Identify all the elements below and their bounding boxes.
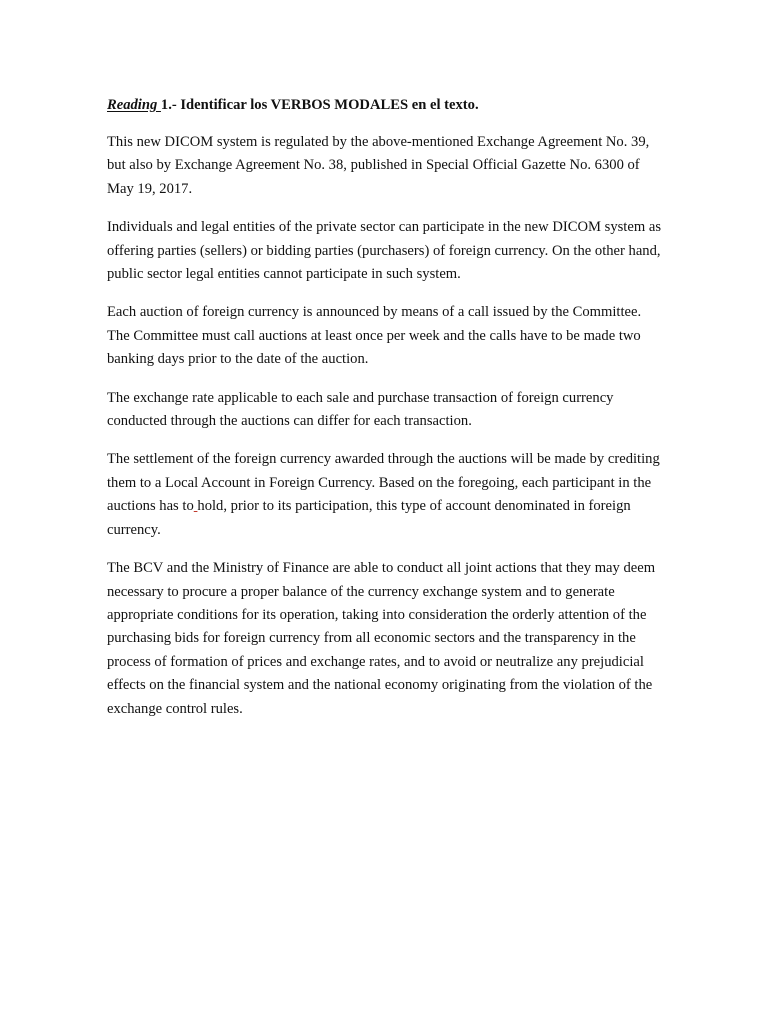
paragraph-6: The BCV and the Ministry of Finance are able to conduct all joint actions that they may deem necessary to procure a proper balance of the currency exchange system and to generate appropriate conditions for its operation, taking into consideration the orderly attention of the purchasing bids for foreign currency from all economic sectors and the transparency in the process of formation of prices and exchange rates, and to avoid or neutralize any prejudicial effects on the financial system and the national economy originating from the violation of the exchange control rules. xyxy=(107,560,656,717)
document-page xyxy=(107,94,667,736)
reading-label: Reading xyxy=(107,97,161,113)
paragraph-5 xyxy=(107,448,667,542)
paragraph-4: The exchange rate applicable to each sale and purchase transaction of foreign currency conducted through the auctions can differ for each transaction. xyxy=(107,389,614,430)
paragraph-3: Each auction of foreign currency is announced by means of a call issued by the Committee. The Committee must call auctions at least once per week and the calls have to be made two banking days prior to the date of the auction. xyxy=(107,304,642,368)
paragraph-5-text-after: hold, prior to its participation, this type of account denominated in foreign currency. xyxy=(107,498,631,538)
paragraph-2: Individuals and legal entities of the private sector can participate in the new DICOM system as offering parties (sellers) or bidding parties (purchasers) of foreign currency. On the other hand, public sector legal entities cannot participate in such system. xyxy=(107,219,661,283)
paragraph-5-text-before: The settlement of the foreign currency awarded through the auctions will be made by crediting them to a Local Account in Foreign Currency. Based on the foregoing, each participant in the auctions has to xyxy=(107,451,660,515)
paragraph-1: This new DICOM system is regulated by the above-mentioned Exchange Agreement No. 39, but also by Exchange Agreement No. 38, published in Special Official Gazette No. 6300 of May 19, 2017. xyxy=(107,134,650,197)
exercise-heading xyxy=(107,94,667,117)
exercise-title: 1.- Identificar los VERBOS MODALES en el texto. xyxy=(160,97,479,113)
